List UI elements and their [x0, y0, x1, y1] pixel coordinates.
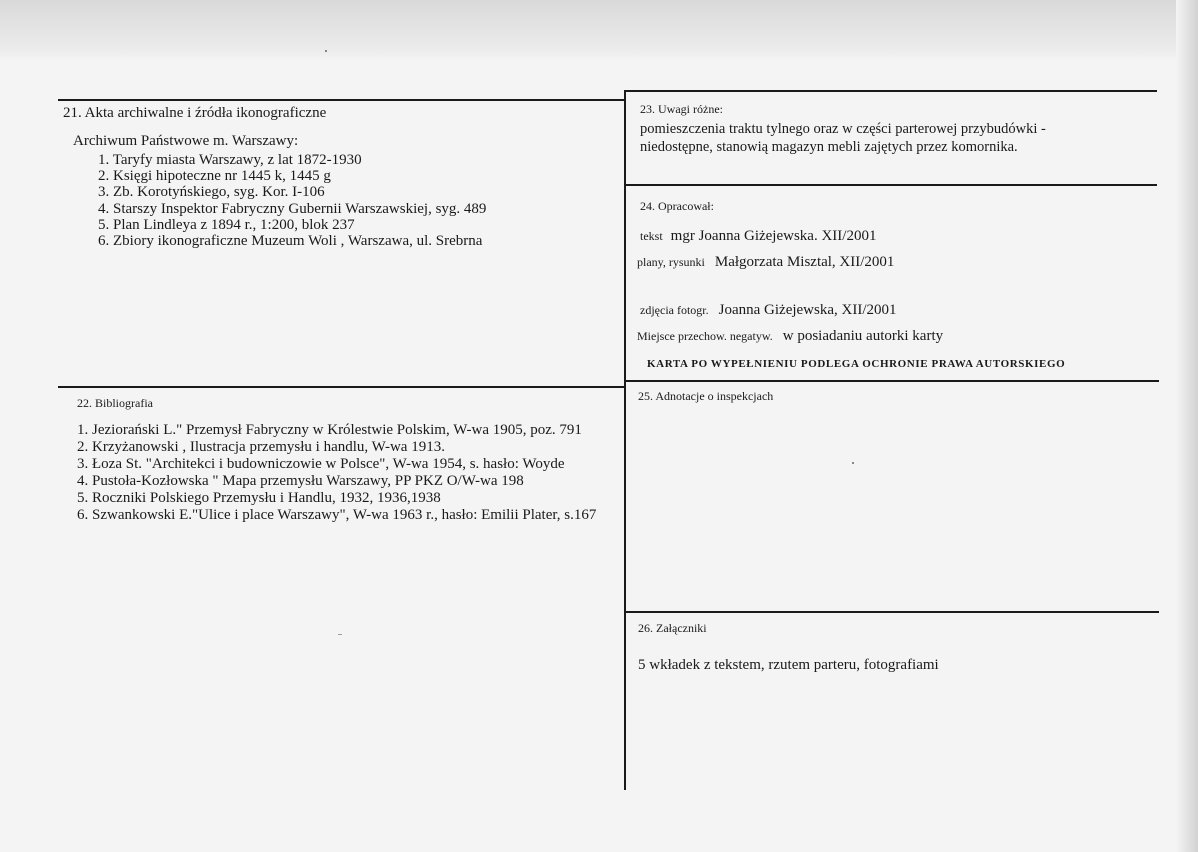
list-item: 6. Szwankowski E."Ulice i place Warszawy", W-wa 1963 r., hasło: Emilii Plater, s.167 — [77, 507, 597, 523]
section-23-text: pomieszczenia traktu tylnego oraz w części parterowej przybudówki - niedostępne, stanowią magazyn mebli zajętych przez komornika. — [640, 121, 1046, 155]
list-item: 2. Księgi hipoteczne nr 1445 k, 1445 g — [98, 168, 331, 185]
archive-list — [98, 152, 618, 249]
scan-speck — [338, 634, 342, 635]
rule-mid-left — [58, 386, 626, 388]
list-item: 5. Plan Lindleya z 1894 r., 1:200, blok 237 — [98, 216, 355, 233]
section-21-heading: 21. Akta archiwalne i źródła ikonograficzne — [63, 105, 327, 121]
drawings-row — [637, 253, 894, 271]
section-22-heading: 22. Bibliografia — [77, 396, 153, 410]
list-item: 5. Roczniki Polskiego Przemysłu i Handlu, 1932, 1936,1938 — [77, 490, 441, 506]
photos-value: Joanna Giżejewska, XII/2001 — [718, 302, 897, 318]
section-26 — [638, 621, 1153, 674]
section-25 — [638, 389, 1153, 404]
rule-25-26 — [626, 611, 1159, 613]
list-item: 2. Krzyżanowski , Ilustracja przemysłu i handlu, W-wa 1913. — [77, 439, 445, 455]
photos-row — [640, 301, 897, 319]
scan-speck — [852, 462, 854, 464]
list-item: 6. Zbiory ikonograficzne Muzeum Woli , Warszawa, ul. Srebrna — [98, 233, 483, 250]
section-23-heading: 23. Uwagi różne: — [640, 102, 723, 116]
rule-vertical — [624, 90, 626, 790]
copyright-notice: KARTA PO WYPEŁNIENIU PODLEGA OCHRONIE PRAWA AUTORSKIEGO — [647, 358, 1066, 370]
negatives-row — [637, 327, 943, 345]
list-item: 1. Jeziorański L." Przemysł Fabryczny w Królestwie Polskim, W-wa 1905, poz. 791 — [77, 422, 582, 438]
list-item: 3. Łoza St. "Architekci i budowniczowie w Polsce", W-wa 1954, s. hasło: Woyde — [77, 456, 565, 472]
section-22 — [77, 396, 617, 524]
section-21-intro: Archiwum Państwowe m. Warszawy: — [73, 133, 299, 149]
rule-top-right — [626, 90, 1157, 92]
rule-top-left — [58, 99, 626, 101]
section-24-heading: 24. Opracował: — [640, 199, 714, 213]
bibliography-list — [77, 422, 617, 524]
negatives-label: Miejsce przechow. negatyw. — [637, 329, 773, 343]
section-21 — [63, 105, 618, 249]
section-26-heading: 26. Załączniki — [638, 621, 707, 635]
section-26-text: 5 wkładek z tekstem, rzutem parteru, fotografiami — [638, 657, 939, 673]
drawings-value: Małgorzata Misztal, XII/2001 — [714, 254, 895, 270]
rule-mid-right — [626, 380, 1159, 382]
author-text-label: tekst — [640, 229, 663, 243]
scan-speck — [325, 50, 327, 52]
list-item: 4. Pustoła-Kozłowska " Mapa przemysłu Warszawy, PP PKZ O/W-wa 198 — [77, 473, 524, 489]
negatives-value: w posiadaniu autorki karty — [782, 328, 944, 344]
list-item: 4. Starszy Inspektor Fabryczny Gubernii Warszawskiej, syg. 489 — [98, 200, 487, 217]
section-24 — [637, 199, 1155, 370]
author-text-row — [640, 227, 876, 245]
author-text-value: mgr Joanna Giżejewska. XII/2001 — [670, 228, 877, 244]
drawings-label: plany, rysunki — [637, 255, 705, 269]
photos-label: zdjęcia fotogr. — [640, 303, 709, 317]
scan-right-edge — [1176, 0, 1198, 852]
rule-23-24 — [626, 184, 1157, 186]
section-25-heading: 25. Adnotacje o inspekcjach — [638, 389, 774, 403]
scan-top-edge — [0, 0, 1198, 60]
list-item: 3. Zb. Korotyńskiego, syg. Kor. I-106 — [98, 184, 325, 201]
list-item: 1. Taryfy miasta Warszawy, z lat 1872-1930 — [98, 152, 362, 168]
section-23 — [640, 102, 1150, 156]
